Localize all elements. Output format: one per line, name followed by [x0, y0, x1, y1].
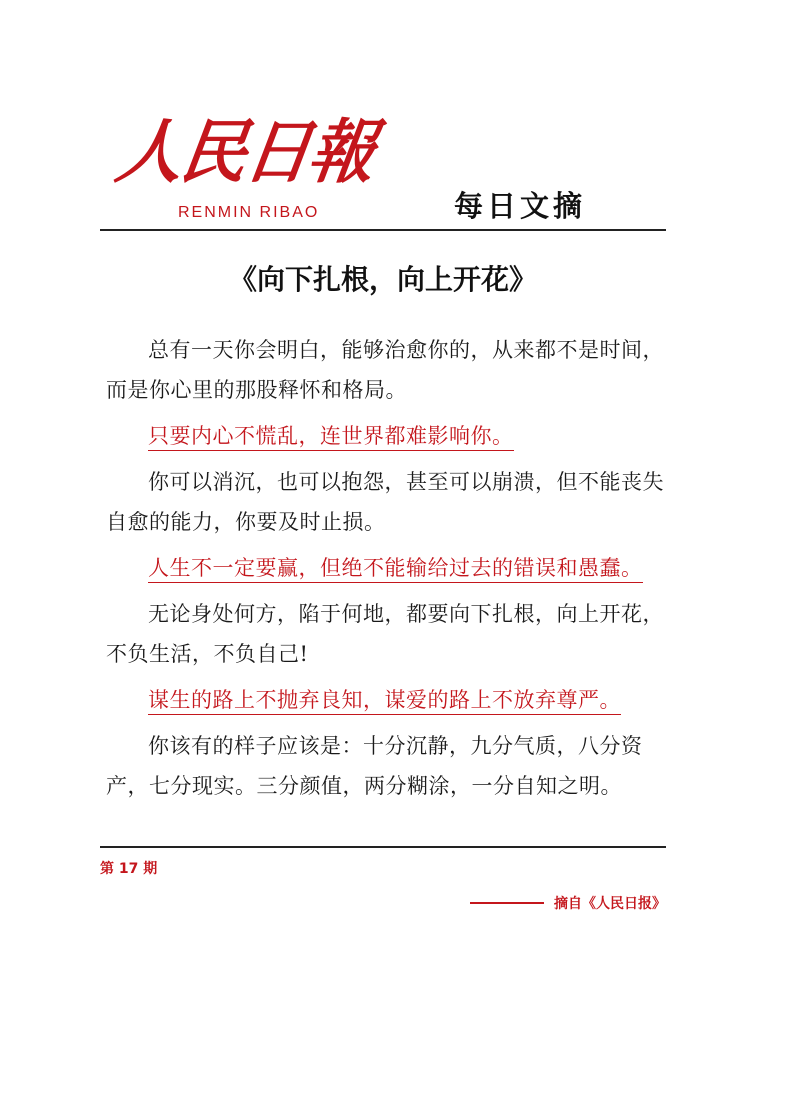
newspaper-logo — [106, 98, 386, 228]
paragraph-text: 总有一天你会明白，能够治愈你的，从来都不是时间，而是你心里的那股释怀和格局。 — [106, 338, 664, 402]
paragraph-text: 无论身处何方，陷于何地，都要向下扎根，向上开花，不负生活，不负自己! — [106, 602, 664, 666]
article-title: 《向下扎根，向上开花》 — [228, 263, 537, 296]
logo-calligraphy: 人民日報 — [111, 110, 379, 193]
logo-romanization: RENMIN RIBAO — [178, 204, 320, 221]
paragraph — [106, 594, 666, 674]
column-name: 每日文摘 — [453, 189, 586, 223]
highlight-quote-text: 只要内心不慌乱，连世界都难影响你。 — [148, 424, 514, 451]
source-dash-line — [470, 902, 544, 904]
highlight-quote-text: 人生不一定要赢，但绝不能输给过去的错误和愚蠢。 — [148, 556, 643, 583]
header-divider — [100, 229, 666, 231]
source-credit — [470, 893, 666, 913]
issue-number: 第 17 期 — [100, 861, 158, 877]
masthead — [100, 98, 666, 230]
highlight-quote — [106, 416, 666, 456]
paragraph-text: 你该有的样子应该是：十分沉静，九分气质，八分资产，七分现实。三分颜值，两分糊涂，一分自知之明。 — [106, 734, 643, 798]
source-text: 摘自《人民日报》 — [554, 896, 666, 912]
paragraph — [106, 462, 666, 542]
highlight-quote-text: 谋生的路上不抛弃良知，谋爱的路上不放弃尊严。 — [148, 688, 621, 715]
paragraph-text: 你可以消沉，也可以抱怨，甚至可以崩溃，但不能丧失自愈的能力，你要及时止损。 — [106, 470, 664, 534]
highlight-quote — [106, 680, 666, 720]
paragraph — [106, 726, 666, 806]
article-body — [106, 330, 666, 818]
paragraph — [106, 330, 666, 410]
highlight-quote — [106, 548, 666, 588]
footer-divider — [100, 846, 666, 848]
